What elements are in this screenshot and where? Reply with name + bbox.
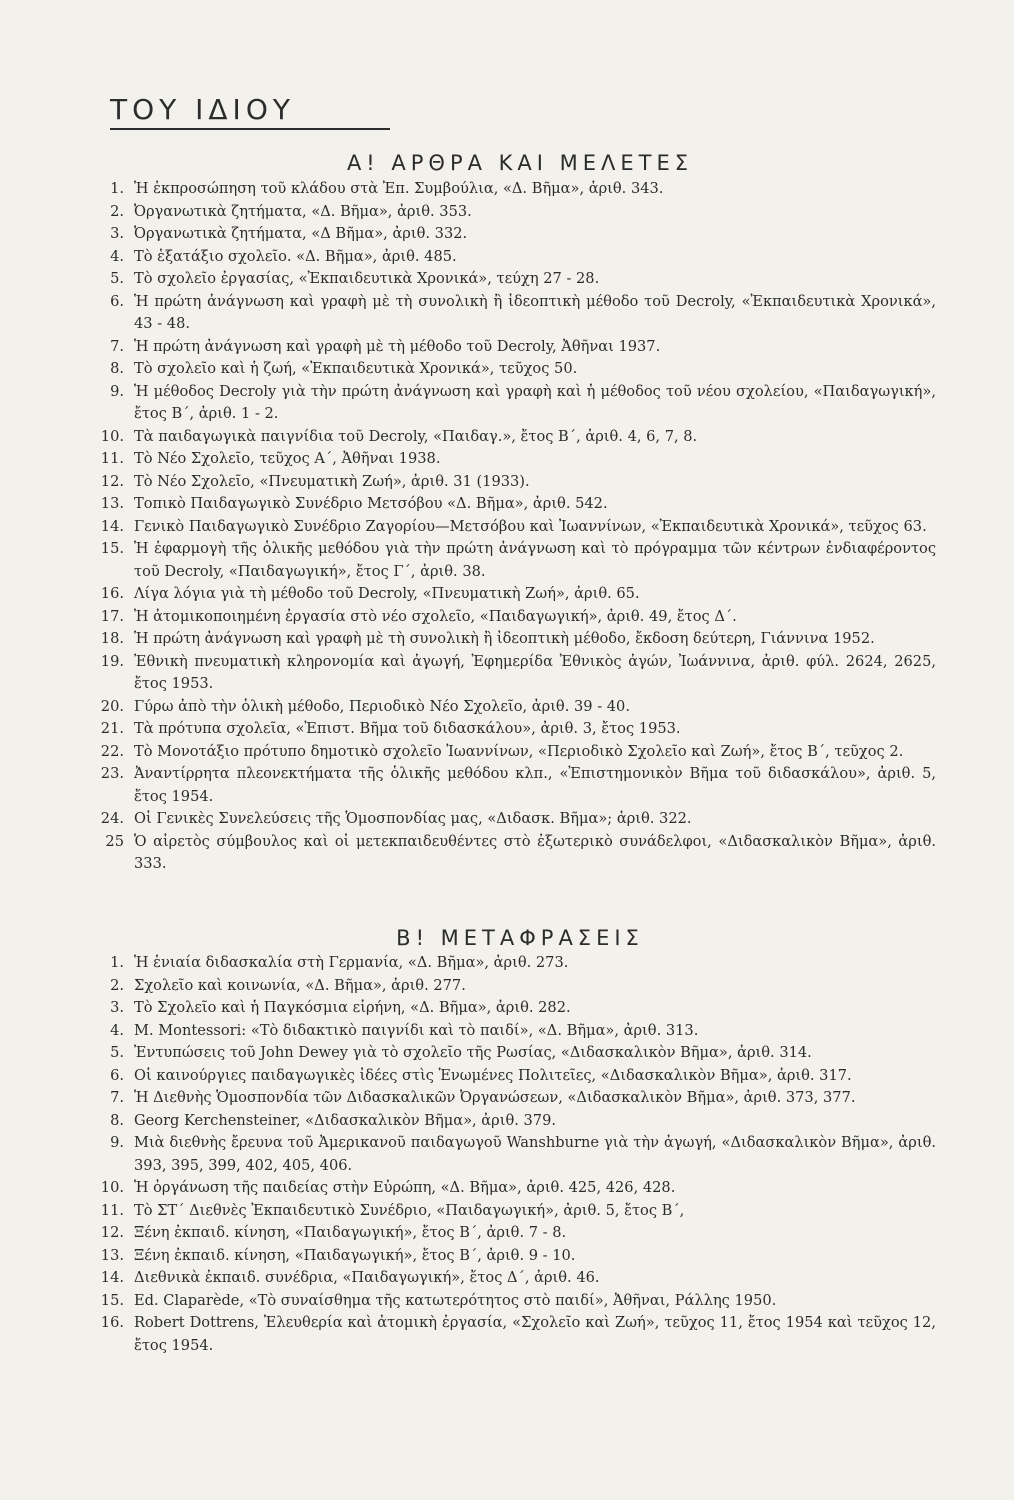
list-item bbox=[88, 268, 936, 291]
item-number: 17. bbox=[100, 607, 124, 625]
item-number: 20. bbox=[100, 697, 124, 715]
list-item bbox=[88, 808, 936, 831]
item-text: Τὸ Νέο Σχολεῖο, «Πνευματικὴ Ζωή», ἀριθ. 31 (1933). bbox=[134, 472, 530, 490]
list-item bbox=[88, 651, 936, 696]
list-item bbox=[88, 1177, 936, 1200]
list-item bbox=[88, 1042, 936, 1065]
item-text: Ἡ ἀτομικοποιημένη ἐργασία στὸ νέο σχολεῖο, «Παιδαγωγική», ἀριθ. 49, ἔτος Δ΄. bbox=[134, 607, 737, 625]
item-text: Τὸ Νέο Σχολεῖο, τεῦχος Α΄, Ἀθῆναι 1938. bbox=[134, 450, 441, 467]
item-number: 14. bbox=[100, 1269, 124, 1286]
item-number: 10. bbox=[100, 1179, 124, 1196]
item-number: 11. bbox=[100, 1201, 124, 1219]
list-item bbox=[88, 1222, 936, 1245]
item-number: 10. bbox=[100, 427, 124, 445]
item-number: 11. bbox=[100, 450, 124, 467]
list-item bbox=[88, 538, 936, 583]
item-text: Σχολεῖο καὶ κοινωνία, «Δ. Βῆμα», ἀριθ. 277. bbox=[134, 976, 466, 994]
item-text: Τὸ ἑξατάξιο σχολεῖο. «Δ. Βῆμα», ἀριθ. 485. bbox=[134, 247, 457, 265]
item-number: 12. bbox=[100, 472, 124, 490]
item-text: Γενικὸ Παιδαγωγικὸ Συνέδριο Ζαγορίου—Μετσόβου καὶ Ἰωαννίνων, «Ἐκπαιδευτικὰ Χρονικά», τεῦχος 63. bbox=[134, 517, 927, 535]
list-item bbox=[88, 448, 936, 471]
item-number: 15. bbox=[100, 540, 124, 557]
list-item bbox=[88, 381, 936, 426]
list-item bbox=[88, 975, 936, 998]
list-item bbox=[88, 1290, 936, 1313]
item-text: Ἡ Διεθνὴς Ὁμοσπονδία τῶν Διδασκαλικῶν Ὀργανώσεων, «Διδασκαλικὸν Βῆμα», ἀριθ. 373, 377. bbox=[134, 1089, 856, 1106]
item-text: Τὸ σχολεῖο καὶ ἡ ζωή, «Ἐκπαιδευτικὰ Χρονικά», τεῦχος 50. bbox=[134, 360, 578, 377]
list-item bbox=[88, 997, 936, 1020]
list-item bbox=[88, 246, 936, 269]
item-text: Ἀναντίρρητα πλεονεκτήματα τῆς ὁλικῆς μεθόδου κλπ., «Ἐπιστημονικὸν Βῆμα τοῦ διδασκάλου», ἀριθ. 5, ἔτος 1954. bbox=[134, 765, 936, 805]
item-text: Τὸ ΣΤ΄ Διεθνὲς Ἐκπαιδευτικὸ Συνέδριο, «Παιδαγωγική», ἀριθ. 5, ἔτος Β΄, bbox=[134, 1201, 685, 1219]
item-text: Οἱ Γενικὲς Συνελεύσεις τῆς Ὁμοσπονδίας μας, «Διδασκ. Βῆμα»; ἀριθ. 322. bbox=[134, 810, 692, 827]
item-text: Ἐθνικὴ πνευματικὴ κληρονομία καὶ ἀγωγή, Ἐφημερίδα Ἐθνικὸς ἀγών, Ἰωάννινα, ἀριθ. φύλ. 2624, 2625, ἔτος 1953. bbox=[134, 652, 936, 692]
list-item bbox=[88, 1110, 936, 1133]
item-text: Ἡ ἑνιαία διδασκαλία στὴ Γερμανία, «Δ. Βῆμα», ἀριθ. 273. bbox=[134, 954, 569, 971]
item-number: 7. bbox=[110, 337, 124, 355]
list-item bbox=[88, 426, 936, 449]
item-number: 9. bbox=[110, 382, 124, 400]
item-text: Διεθνικὰ ἐκπαιδ. συνέδρια, «Παιδαγωγική», ἔτος Δ΄, ἀριθ. 46. bbox=[134, 1269, 600, 1286]
item-text: Ὁ αἱρετὸς σύμβουλος καὶ οἱ μετεκπαιδευθέντες στὸ ἐξωτερικὸ συνάδελφοι, «Διδασκαλικὸν Βῆμα», ἀριθ. 333. bbox=[134, 832, 936, 872]
item-number: 2. bbox=[110, 976, 124, 994]
section-a-list bbox=[88, 178, 936, 876]
item-text: Οἱ καινούργιες παιδαγωγικὲς ἰδέες στὶς Ἑνωμένες Πολιτεῖες, «Διδασκαλικὸν Βῆμα», ἀριθ. 317. bbox=[134, 1066, 852, 1084]
list-item bbox=[88, 291, 936, 336]
list-item bbox=[88, 358, 936, 381]
list-item bbox=[88, 223, 936, 246]
item-number: 16. bbox=[100, 585, 124, 602]
item-text: Ἡ πρώτη ἀνάγνωση καὶ γραφὴ μὲ τὴ συνολικὴ ἢ ἰδεοπτικὴ μέθοδο τοῦ Decroly, «Ἐκπαιδευτικὰ Χρονικά», 43 - 48. bbox=[134, 292, 936, 332]
item-text: Robert Dottrens, Ἐλευθερία καὶ ἀτομικὴ ἐργασία, «Σχολεῖο καὶ Ζωή», τεῦχος 11, ἔτος 1954 καὶ τεῦχος 12, ἔτος 1954. bbox=[134, 1314, 936, 1354]
list-item bbox=[88, 516, 936, 539]
list-item bbox=[88, 1267, 936, 1290]
list-item bbox=[88, 1312, 936, 1357]
item-number: 24. bbox=[100, 810, 124, 827]
item-number: 6. bbox=[110, 292, 124, 310]
item-text: Georg Kerchensteiner, «Διδασκαλικὸν Βῆμα», ἀριθ. 379. bbox=[134, 1111, 556, 1129]
list-item bbox=[88, 1132, 936, 1177]
list-item bbox=[88, 763, 936, 808]
item-text: Γύρω ἀπὸ τὴν ὁλικὴ μέθοδο, Περιοδικὸ Νέο Σχολεῖο, ἀριθ. 39 - 40. bbox=[134, 697, 630, 715]
item-text: Μιὰ διεθνὴς ἔρευνα τοῦ Ἀμερικανοῦ παιδαγωγοῦ Wanshburne γιὰ τὴν ἀγωγή, «Διδασκαλικὸν Βῆμα», ἀριθ. 393, 395, 399, 402, 405, 406. bbox=[134, 1134, 936, 1174]
item-text: Ἡ πρώτη ἀνάγνωση καὶ γραφὴ μὲ τὴ μέθοδο τοῦ Decroly, Ἀθῆναι 1937. bbox=[134, 337, 661, 355]
item-number: 19. bbox=[100, 652, 124, 670]
list-item bbox=[88, 178, 936, 201]
item-number: 25 bbox=[105, 832, 124, 850]
item-number: 15. bbox=[100, 1291, 124, 1309]
item-number: 1. bbox=[110, 954, 124, 971]
item-number: 2. bbox=[110, 202, 124, 220]
list-item bbox=[88, 336, 936, 359]
item-text: Ὀργανωτικὰ ζητήματα, «Δ Βῆμα», ἀριθ. 332. bbox=[134, 225, 468, 242]
item-number: 21. bbox=[100, 720, 124, 737]
item-number: 8. bbox=[110, 360, 124, 377]
item-number: 1. bbox=[110, 180, 124, 197]
item-number: 14. bbox=[100, 517, 124, 535]
item-text: Ξένη ἐκπαιδ. κίνηση, «Παιδαγωγική», ἔτος Β΄, ἀριθ. 7 - 8. bbox=[134, 1224, 567, 1241]
item-number: 22. bbox=[100, 742, 124, 760]
item-number: 18. bbox=[100, 630, 124, 647]
list-item bbox=[88, 741, 936, 764]
list-item bbox=[88, 1245, 936, 1268]
list-item bbox=[88, 1020, 936, 1043]
list-item bbox=[88, 696, 936, 719]
item-number: 5. bbox=[110, 1044, 124, 1061]
item-text: Ἡ μέθοδος Decroly γιὰ τὴν πρώτη ἀνάγνωση καὶ γραφὴ καὶ ἡ μέθοδος τοῦ νέου σχολείου, «Παιδαγωγική», ἔτος Β΄, ἀριθ. 1 - 2. bbox=[134, 382, 936, 422]
page-title: ΤΟΥ ΙΔΙΟΥ bbox=[110, 92, 390, 130]
item-text: Ἐντυπώσεις τοῦ John Dewey γιὰ τὸ σχολεῖο τῆς Ρωσίας, «Διδασκαλικὸν Βῆμα», ἀριθ. 314. bbox=[134, 1044, 812, 1061]
item-text: Ἡ ὀργάνωση τῆς παιδείας στὴν Εὐρώπη, «Δ. Βῆμα», ἀριθ. 425, 426, 428. bbox=[134, 1179, 676, 1196]
list-item bbox=[88, 201, 936, 224]
item-text: Τὰ πρότυπα σχολεῖα, «Ἐπιστ. Βῆμα τοῦ διδασκάλου», ἀριθ. 3, ἔτος 1953. bbox=[134, 720, 681, 737]
item-number: 3. bbox=[110, 225, 124, 242]
item-number: 9. bbox=[110, 1134, 124, 1151]
item-number: 16. bbox=[100, 1314, 124, 1331]
item-number: 12. bbox=[100, 1224, 124, 1241]
list-item bbox=[88, 1065, 936, 1088]
item-text: Ed. Claparède, «Τὸ συναίσθημα τῆς κατωτερότητος στὸ παιδί», Ἀθῆναι, Ράλλης 1950. bbox=[134, 1291, 777, 1309]
list-item bbox=[88, 493, 936, 516]
item-number: 4. bbox=[110, 1021, 124, 1039]
item-number: 8. bbox=[110, 1111, 124, 1129]
item-text: Τὰ παιδαγωγικὰ παιγνίδια τοῦ Decroly, «Παιδαγ.», ἔτος Β΄, ἀριθ. 4, 6, 7, 8. bbox=[134, 427, 698, 445]
item-text: Τὸ Μονοτάξιο πρότυπο δημοτικὸ σχολεῖο Ἰωαννίνων, «Περιοδικὸ Σχολεῖο καὶ Ζωή», ἔτος Β΄, τεῦχος 2. bbox=[134, 742, 904, 760]
item-text: Ξένη ἐκπαιδ. κίνηση, «Παιδαγωγική», ἔτος Β΄, ἀριθ. 9 - 10. bbox=[134, 1246, 576, 1264]
list-item bbox=[88, 718, 936, 741]
list-item bbox=[88, 471, 936, 494]
section-b-heading: Β! ΜΕΤΑΦΡΑΣΕΙΣ bbox=[396, 926, 644, 950]
item-text: Ἡ πρώτη ἀνάγνωση καὶ γραφὴ μὲ τὴ συνολικὴ ἢ ἰδεοπτικὴ μέθοδο, ἔκδοση δεύτερη, Γιάννινα 1952. bbox=[134, 630, 875, 647]
item-text: M. Montessori: «Τὸ διδακτικὸ παιγνίδι καὶ τὸ παιδί», «Δ. Βῆμα», ἀριθ. 313. bbox=[134, 1021, 699, 1039]
item-text: Λίγα λόγια γιὰ τὴ μέθοδο τοῦ Decroly, «Πνευματικὴ Ζωή», ἀριθ. 65. bbox=[134, 585, 640, 602]
item-number: 4. bbox=[110, 247, 124, 265]
item-number: 6. bbox=[110, 1066, 124, 1084]
list-item bbox=[88, 952, 936, 975]
item-number: 13. bbox=[100, 495, 124, 512]
list-item bbox=[88, 1200, 936, 1223]
item-number: 7. bbox=[110, 1089, 124, 1106]
item-number: 13. bbox=[100, 1246, 124, 1264]
section-a-heading: Α! ΑΡΘΡΑ ΚΑΙ ΜΕΛΕΤΕΣ bbox=[346, 151, 694, 175]
section-b-list bbox=[88, 952, 936, 1357]
item-text: Ἡ ἐκπροσώπηση τοῦ κλάδου στὰ Ἐπ. Συμβούλια, «Δ. Βῆμα», ἀριθ. 343. bbox=[134, 180, 664, 197]
item-text: Ὀργανωτικὰ ζητήματα, «Δ. Βῆμα», ἀριθ. 353. bbox=[134, 202, 472, 220]
item-text: Τὸ Σχολεῖο καὶ ἡ Παγκόσμια εἰρήνη, «Δ. Βῆμα», ἀριθ. 282. bbox=[134, 999, 571, 1016]
list-item bbox=[88, 831, 936, 876]
list-item bbox=[88, 583, 936, 606]
item-number: 23. bbox=[100, 765, 124, 782]
item-text: Τοπικὸ Παιδαγωγικὸ Συνέδριο Μετσόβου «Δ. Βῆμα», ἀριθ. 542. bbox=[134, 495, 608, 512]
item-text: Ἡ ἐφαρμογὴ τῆς ὁλικῆς μεθόδου γιὰ τὴν πρώτη ἀνάγνωση καὶ τὸ πρόγραμμα τῶν κέντρων ἐνδιαφέροντος τοῦ Decroly, «Παιδαγωγική», ἔτος Γ΄, ἀριθ. 38. bbox=[134, 540, 936, 580]
list-item bbox=[88, 1087, 936, 1110]
list-item bbox=[88, 628, 936, 651]
item-number: 5. bbox=[110, 270, 124, 287]
item-number: 3. bbox=[110, 999, 124, 1016]
item-text: Τὸ σχολεῖο ἐργασίας, «Ἐκπαιδευτικὰ Χρονικά», τεύχη 27 - 28. bbox=[134, 270, 600, 287]
list-item bbox=[88, 606, 936, 629]
